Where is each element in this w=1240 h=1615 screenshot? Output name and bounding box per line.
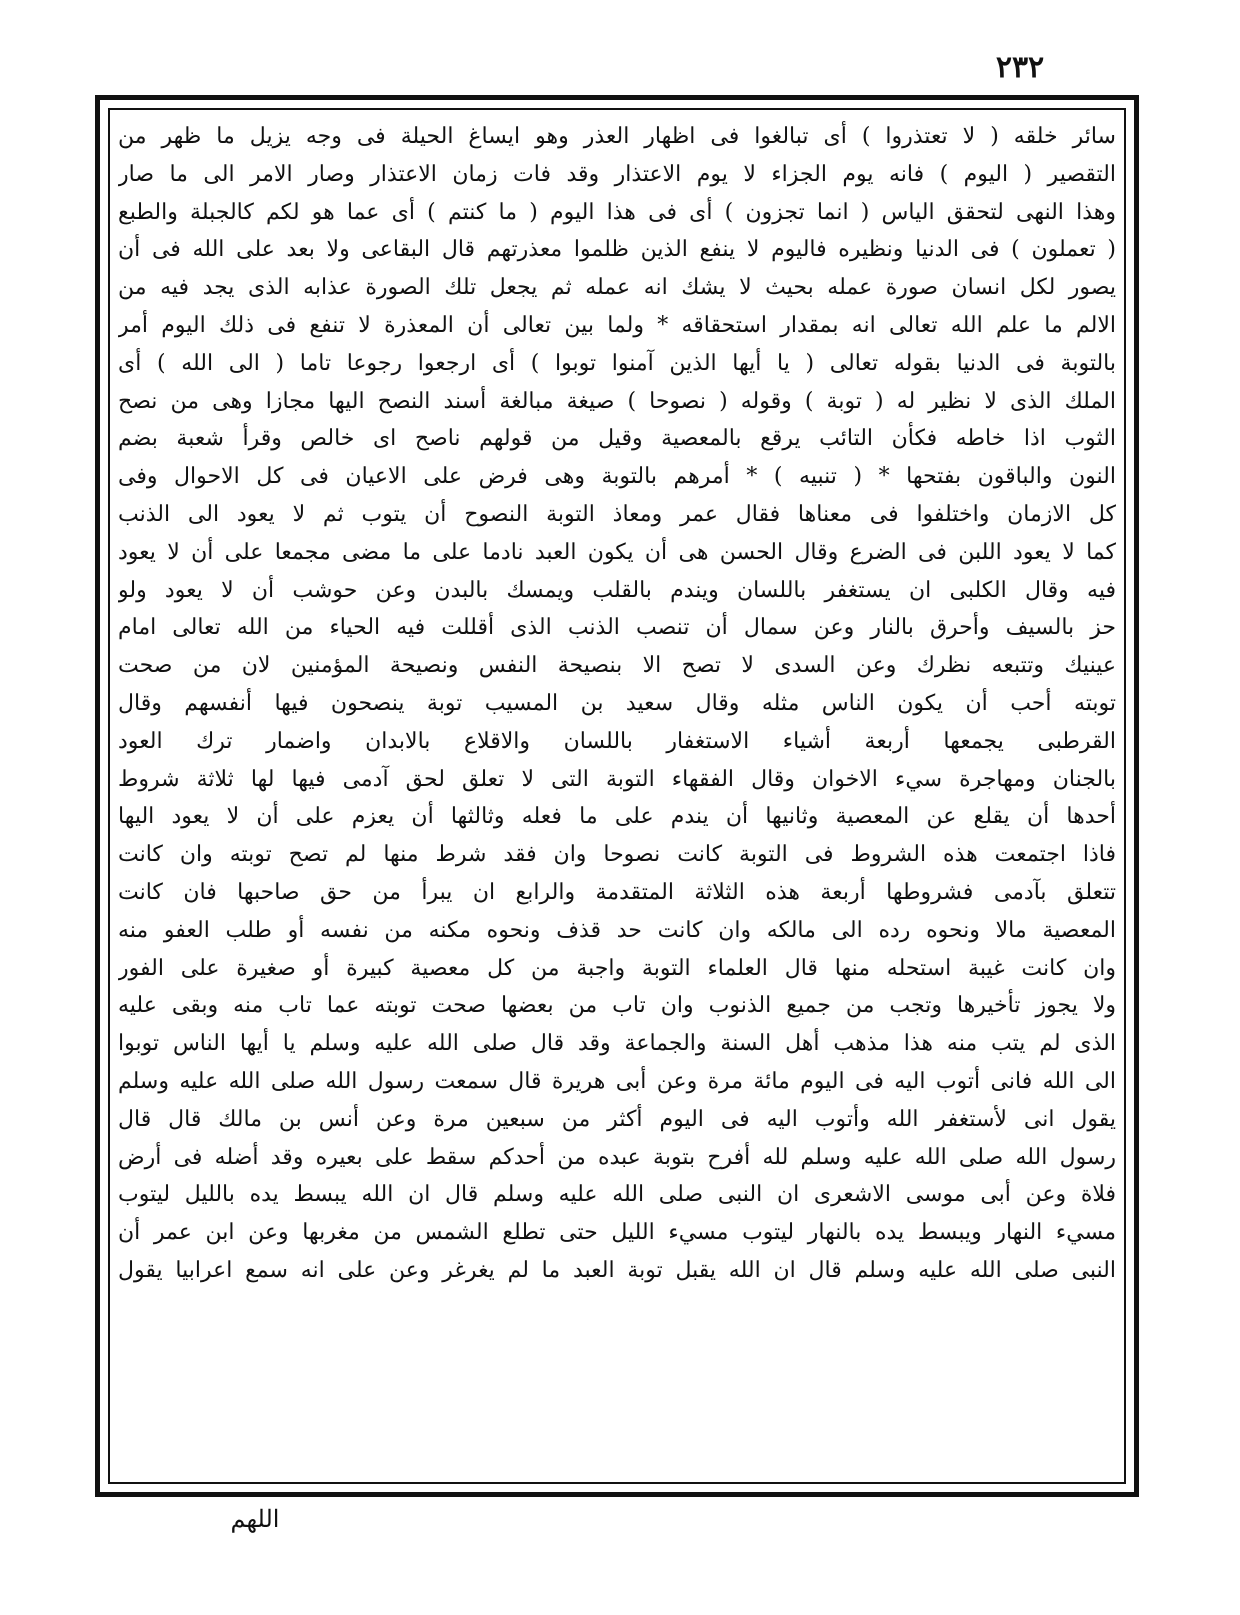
catchword: اللهم (230, 1505, 280, 1533)
text-line: تتعلق بآدمى فشروطها أربعة هذه الثلاثة المتقدمة والرابع ان يبرأ من حق صاحبها فان كانت (118, 879, 1116, 905)
text-line: الثوب اذا خاطه فكأن التائب يرقع بالمعصية وقيل من قولهم ناصح اى خالص وقرأ شعبة بضم (118, 426, 1116, 452)
text-line: حز بالسيف وأحرق بالنار وعن سمال أن تنصب الذنب الذى أقللت فيه الحياء من الله تعالى امام (118, 615, 1116, 641)
text-line: عينيك وتتبعه نظرك وعن السدى لا تصح الا بنصيحة النفس ونصيحة المؤمنين لان من صحت (118, 653, 1116, 679)
text-line: أحدها أن يقلع عن المعصية وثانيها أن يندم على ما فعله وثالثها أن يعزم على أن لا يعود اليها (118, 804, 1116, 830)
text-line: ( تعملون ) فى الدنيا ونظيره فاليوم لا ينفع الذين ظلموا معذرتهم قال البقاعى ولا بعد على الله فى أن (118, 237, 1116, 263)
text-line: مسيء النهار ويبسط يده بالنهار ليتوب مسيء الليل حتى تطلع الشمس من مغربها وعن ابن عمر أن (118, 1220, 1116, 1246)
text-line: ولا يجوز تأخيرها وتجب من جميع الذنوب وان تاب من بعضها صحت توبته عما تاب منه وبقى عليه (118, 993, 1116, 1019)
text-line: التقصير ( اليوم ) فانه يوم الجزاء لا يوم الاعتذار وقد فات زمان الاعتذار وصار الامر الى ما صار (118, 161, 1116, 187)
text-line: بالجنان ومهاجرة سيء الاخوان وقال الفقهاء التوبة التى لا تعلق لحق آدمى فيها لها ثلاثة شروط (118, 766, 1116, 792)
text-line: فيه وقال الكلبى ان يستغفر باللسان ويندم بالقلب ويمسك بالبدن وعن حوشب أن لا يعود ولو (118, 577, 1116, 603)
text-line: الالم ما علم الله تعالى انه بمقدار استحقاقه * ولما بين تعالى أن المعذرة لا تنفع فى ذلك اليوم أمر (118, 312, 1116, 338)
text-line: كما لا يعود اللبن فى الضرع وقال الحسن هى أن يكون العبد نادما على ما مضى مجمعا على أن لا يعود (118, 539, 1116, 565)
text-line: كل الازمان واختلفوا فى معناها فقال عمر ومعاذ التوبة النصوح أن يتوب ثم لا يعود الى الذنب (118, 501, 1116, 527)
main-text-block (118, 118, 1116, 1478)
page-number: ٢٣٢ (995, 50, 1045, 85)
text-line: وهذا النهى لتحقق الياس ( انما تجزون ) أى فى هذا اليوم ( ما كنتم ) أى عما هو لكم كالجبلة والطبع (118, 199, 1116, 225)
text-line: النبى صلى الله عليه وسلم قال ان الله يقبل توبة العبد ما لم يغرغر وعن على انه سمع اعرابيا يقول (118, 1257, 1116, 1283)
text-line: وان كانت غيبة استحله منها قال العلماء التوبة واجبة من كل معصية كبيرة أو صغيرة على الفور (118, 955, 1116, 981)
text-line: المعصية مالا ونحوه رده الى مالكه وان كانت حد قذف ونحوه مكنه من نفسه أو طلب العفو منه (118, 917, 1116, 943)
text-line: بالتوبة فى الدنيا بقوله تعالى ( يا أيها الذين آمنوا توبوا ) أى ارجعوا رجوعا تاما ( الى الله ) أى (118, 350, 1116, 376)
text-line: الذى لم يتب منه هذا مذهب أهل السنة والجماعة وقد قال صلى الله عليه وسلم يا أيها الناس توبوا (118, 1031, 1116, 1057)
text-line: يصور لكل انسان صورة عمله بحيث لا يشك انه عمله ثم يجعل تلك الصورة عذابه الذى يجد فيه من (118, 275, 1116, 301)
text-line: فاذا اجتمعت هذه الشروط فى التوبة كانت نصوحا وان فقد شرط منها لم تصح توبته وان كانت (118, 842, 1116, 868)
text-line: فلاة وعن أبى موسى الاشعرى ان النبى صلى الله عليه وسلم قال ان الله يبسط يده بالليل ليتوب (118, 1182, 1116, 1208)
text-line: القرطبى يجمعها أربعة أشياء الاستغفار باللسان والاقلاع بالابدان واضمار ترك العود (118, 728, 1116, 754)
text-line: يقول انى لأستغفر الله وأتوب اليه فى اليوم أكثر من سبعين مرة وعن أنس بن مالك قال قال (118, 1106, 1116, 1132)
text-line: سائر خلقه ( لا تعتذروا ) أى تبالغوا فى اظهار العذر وهو ايساغ الحيلة فى وجه يزيل ما ظهر من (118, 124, 1116, 149)
text-line: الملك الذى لا نظير له ( توبة ) وقوله ( نصوحا ) صيغة مبالغة أسند النصح اليها مجازا وهى من نصح (118, 388, 1116, 414)
text-line: توبته أحب أن يكون الناس مثله وقال سعيد بن المسيب توبة ينصحون فيها أنفسهم وقال (118, 690, 1116, 716)
text-line: النون والباقون بفتحها * ( تنبيه ) * أمرهم بالتوبة وهى فرض على الاعيان فى كل الاحوال وفى (118, 464, 1116, 490)
text-line: رسول الله صلى الله عليه وسلم لله أفرح بتوبة عبده من أحدكم سقط على بعيره وقد أضله فى أرض (118, 1144, 1116, 1170)
text-line: الى الله فانى أتوب اليه فى اليوم مائة مرة وعن أبى هريرة قال سمعت رسول الله صلى الله عليه وسلم (118, 1068, 1116, 1094)
